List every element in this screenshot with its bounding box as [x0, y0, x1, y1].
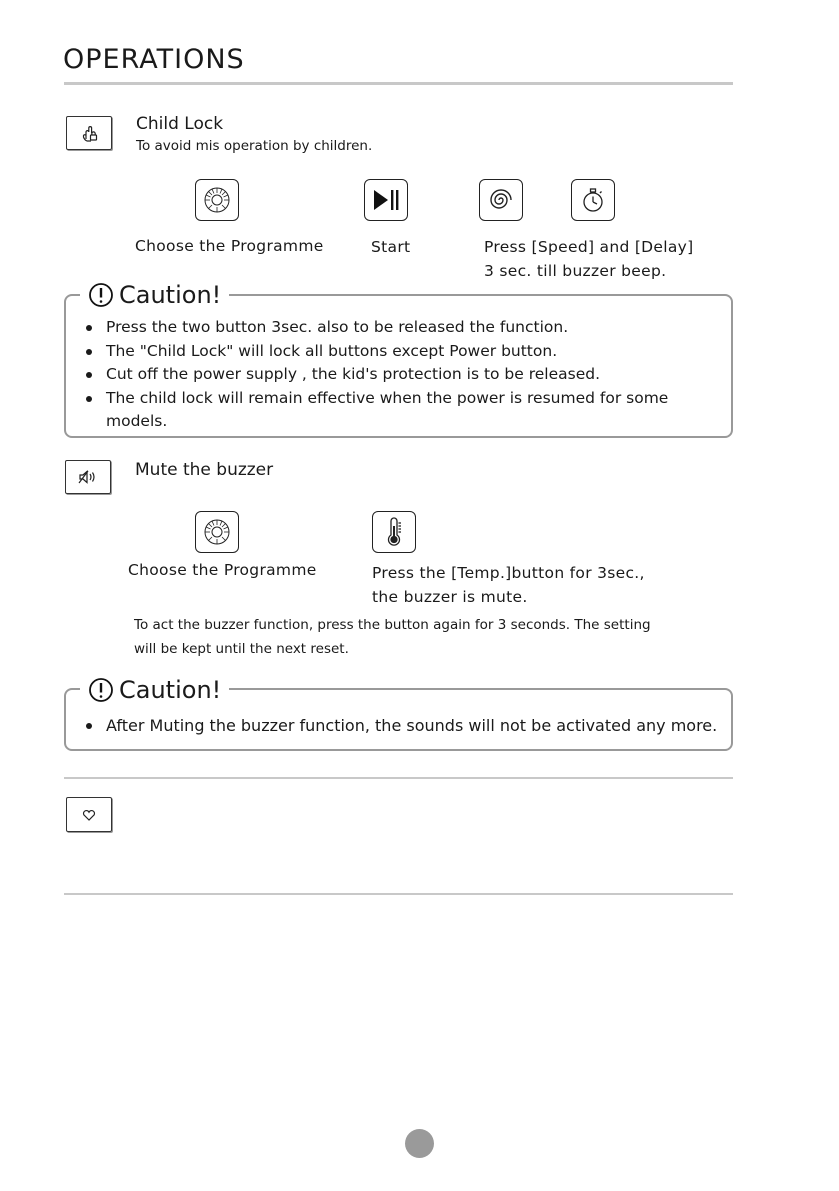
step-caption-programme: Choose the Programme — [128, 561, 317, 579]
heart-icon — [66, 797, 112, 832]
caution-item: After Muting the buzzer function, the sounds will not be activated any more. — [82, 714, 727, 738]
step-caption-programme: Choose the Programme — [135, 237, 324, 255]
title-divider — [64, 82, 733, 85]
warning-icon — [88, 282, 114, 308]
caution-heading-text: Caution! — [119, 676, 222, 704]
child-lock-title: Child Lock — [136, 114, 224, 134]
caution-heading — [80, 281, 229, 309]
page-number-badge — [405, 1129, 434, 1158]
speed-icon — [479, 179, 523, 221]
caution-heading-text: Caution! — [119, 281, 222, 309]
programme-dial-icon — [195, 511, 239, 553]
caution-heading — [80, 676, 229, 704]
thermometer-icon — [372, 511, 416, 553]
page-title: OPERATIONS — [63, 44, 245, 75]
programme-dial-icon — [195, 179, 239, 221]
start-pause-icon — [364, 179, 408, 221]
mute-note-line2: will be kept until the next reset. — [134, 641, 349, 657]
step-caption-speed-delay: Press [Speed] and [Delay] — [484, 238, 694, 256]
child-lock-icon — [66, 116, 112, 150]
step-caption-start: Start — [371, 238, 411, 256]
caution-item: The "Child Lock" will lock all buttons except Power button. — [82, 340, 692, 364]
mute-note-line1: To act the buzzer function, press the button again for 3 seconds. The setting — [134, 617, 651, 633]
step-caption-speed-delay-line2: 3 sec. till buzzer beep. — [484, 262, 667, 280]
warning-icon — [88, 677, 114, 703]
step-caption-temp: Press the [Temp.]button for 3sec., — [372, 564, 645, 582]
caution-item: Cut off the power supply , the kid's protection is to be released. — [82, 363, 692, 387]
caution-item: The child lock will remain effective when the power is resumed for some models. — [82, 387, 692, 434]
section-divider — [64, 777, 733, 779]
mute-title: Mute the buzzer — [135, 460, 274, 480]
section-divider — [64, 893, 733, 895]
mute-speaker-icon — [65, 460, 111, 494]
delay-timer-icon — [571, 179, 615, 221]
caution-box — [64, 294, 733, 438]
caution-item: Press the two button 3sec. also to be released the function. — [82, 316, 692, 340]
step-caption-temp-line2: the buzzer is mute. — [372, 588, 528, 606]
child-lock-subtitle: To avoid mis operation by children. — [136, 138, 373, 154]
